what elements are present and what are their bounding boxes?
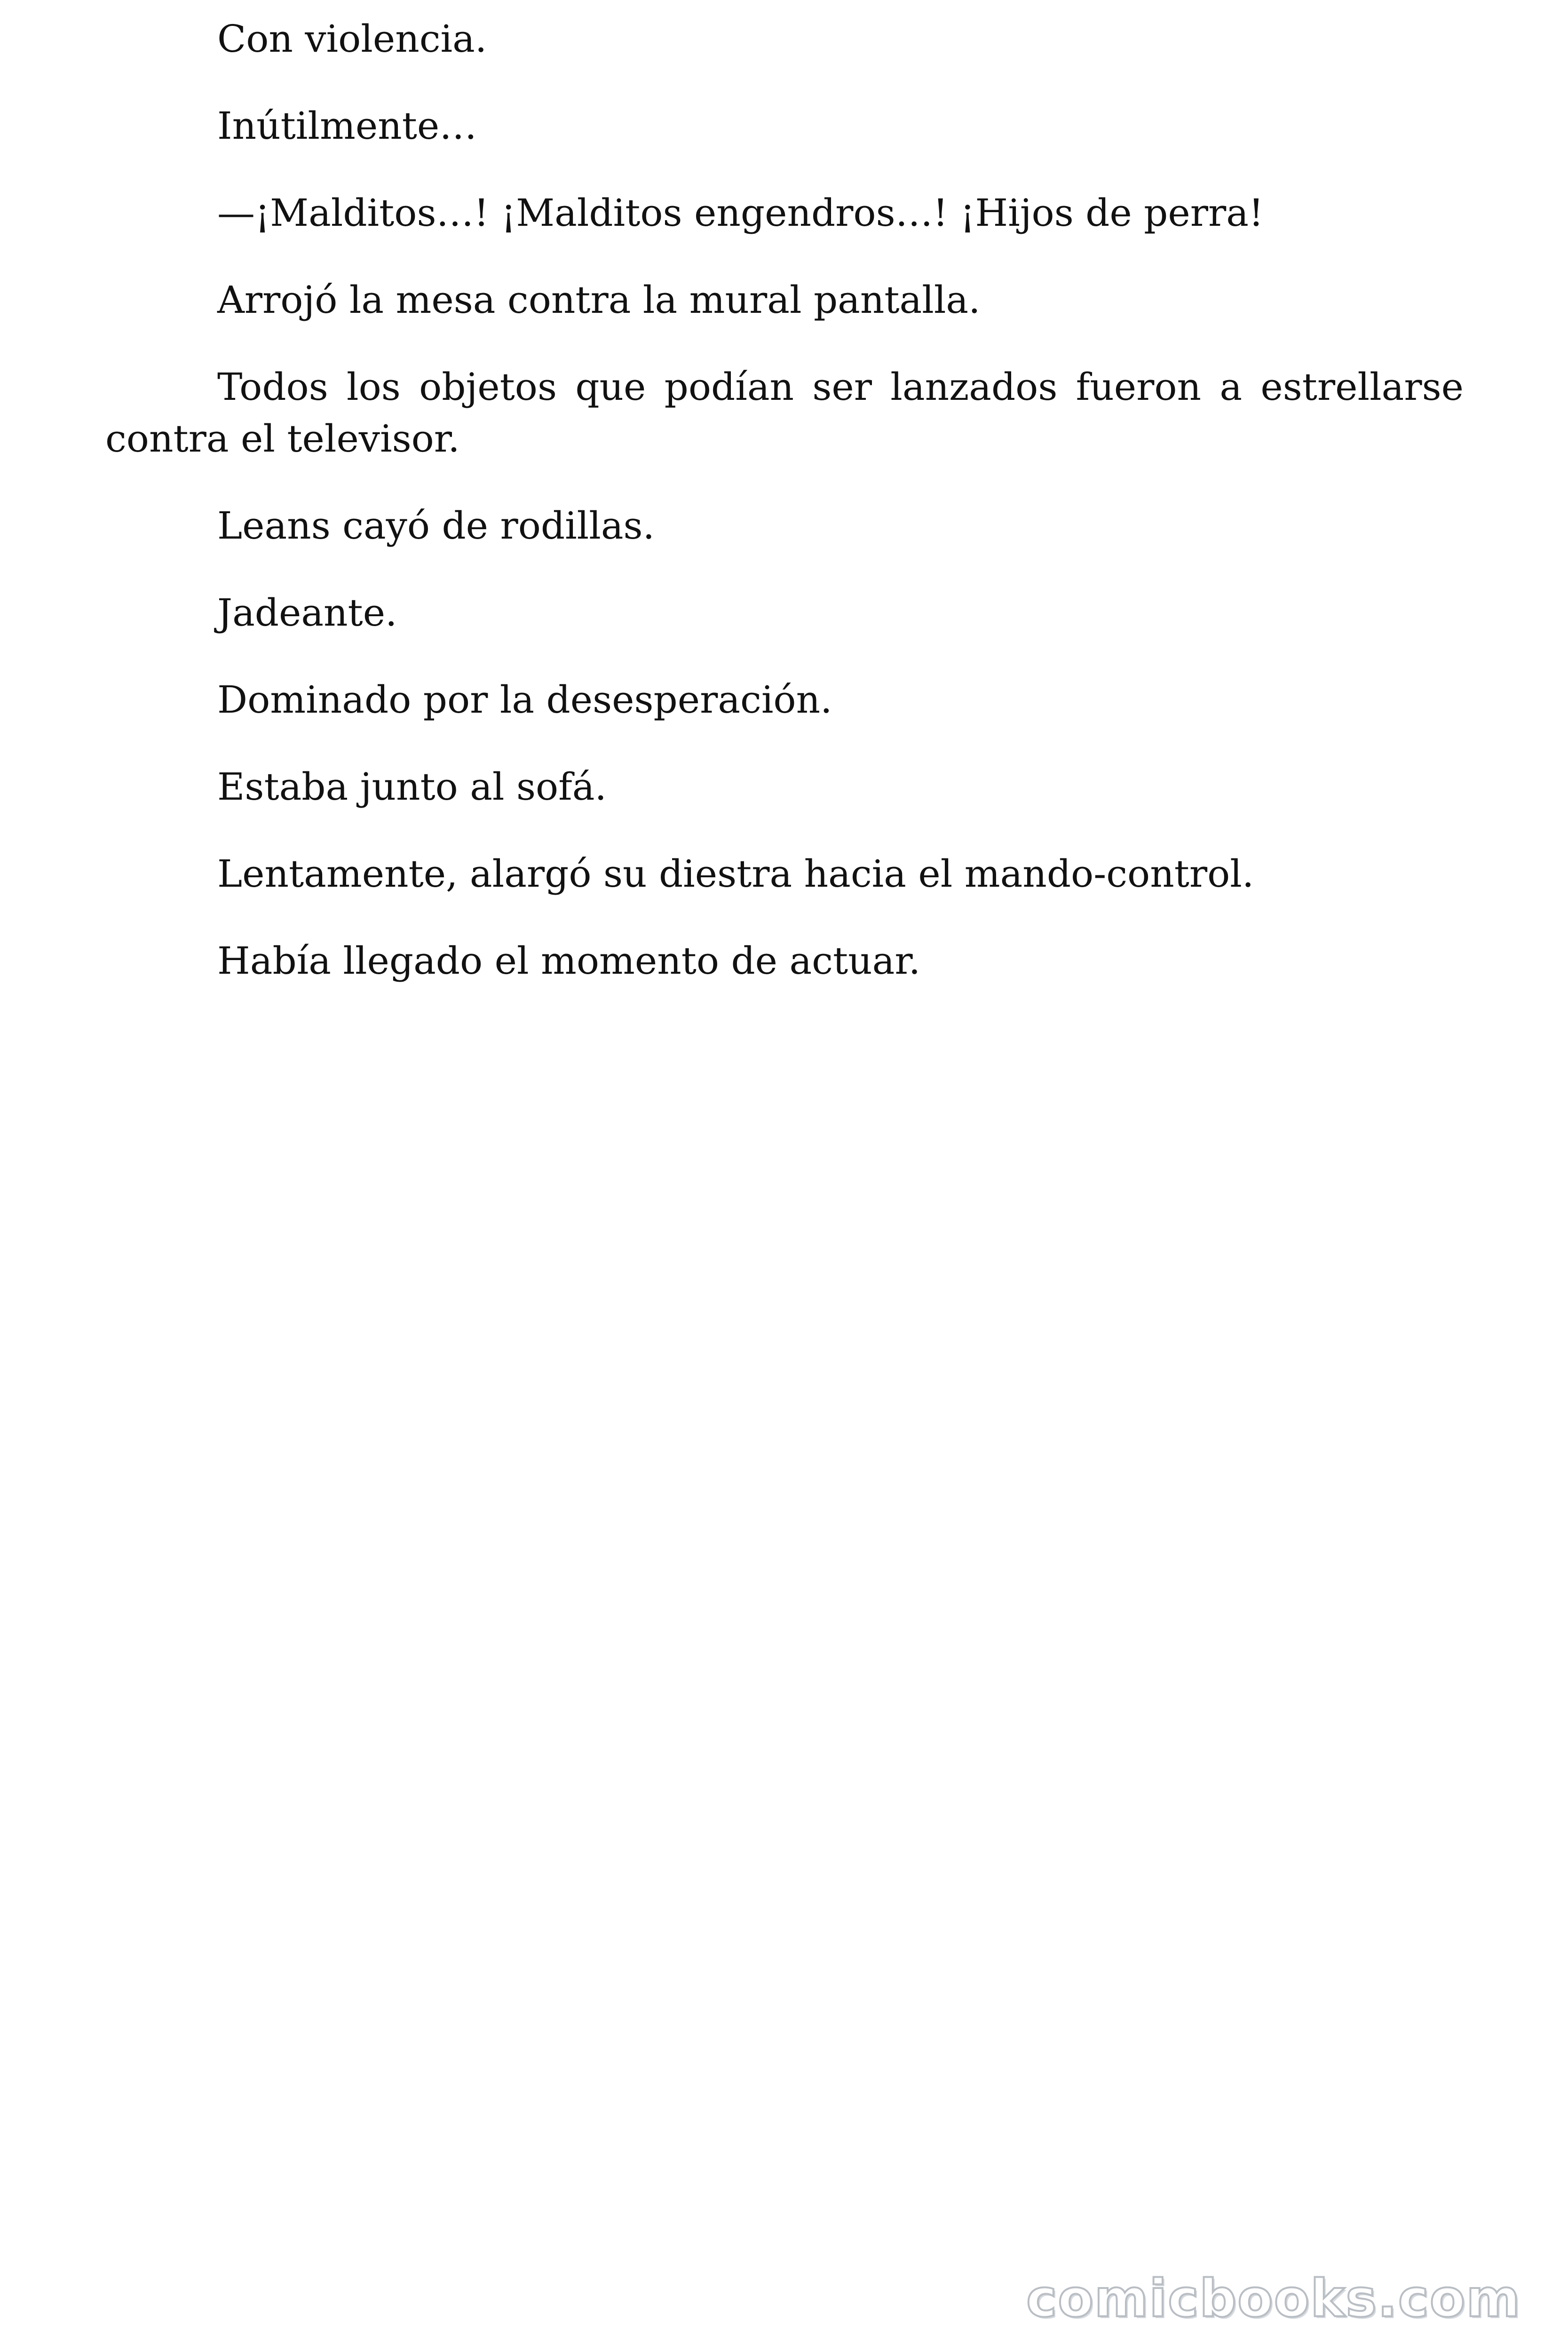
paragraph: Jadeante. [217,591,397,635]
paragraph: Dominado por la desesperación. [217,678,832,722]
paragraph: Estaba junto al sofá. [217,765,607,809]
paragraph: Con violencia. [217,17,487,61]
body-text [105,13,1464,987]
paragraph: Leans cayó de rodillas. [217,504,655,548]
watermark: comicbooks.com [1026,2268,1521,2328]
paragraph: Inútilmente… [217,104,477,148]
paragraph: —¡Malditos…! ¡Malditos engendros…! ¡Hijos de perra! [217,191,1264,235]
paragraph: Lentamente, alargó su diestra hacia el mando-control. [217,852,1254,896]
paragraph: Arrojó la mesa contra la mural pantalla. [217,278,981,322]
paragraph: Había llegado el momento de actuar. [217,939,921,983]
paragraph: Todos los objetos que podían ser lanzados fueron a estrellarse contra el televisor. [105,365,1464,461]
